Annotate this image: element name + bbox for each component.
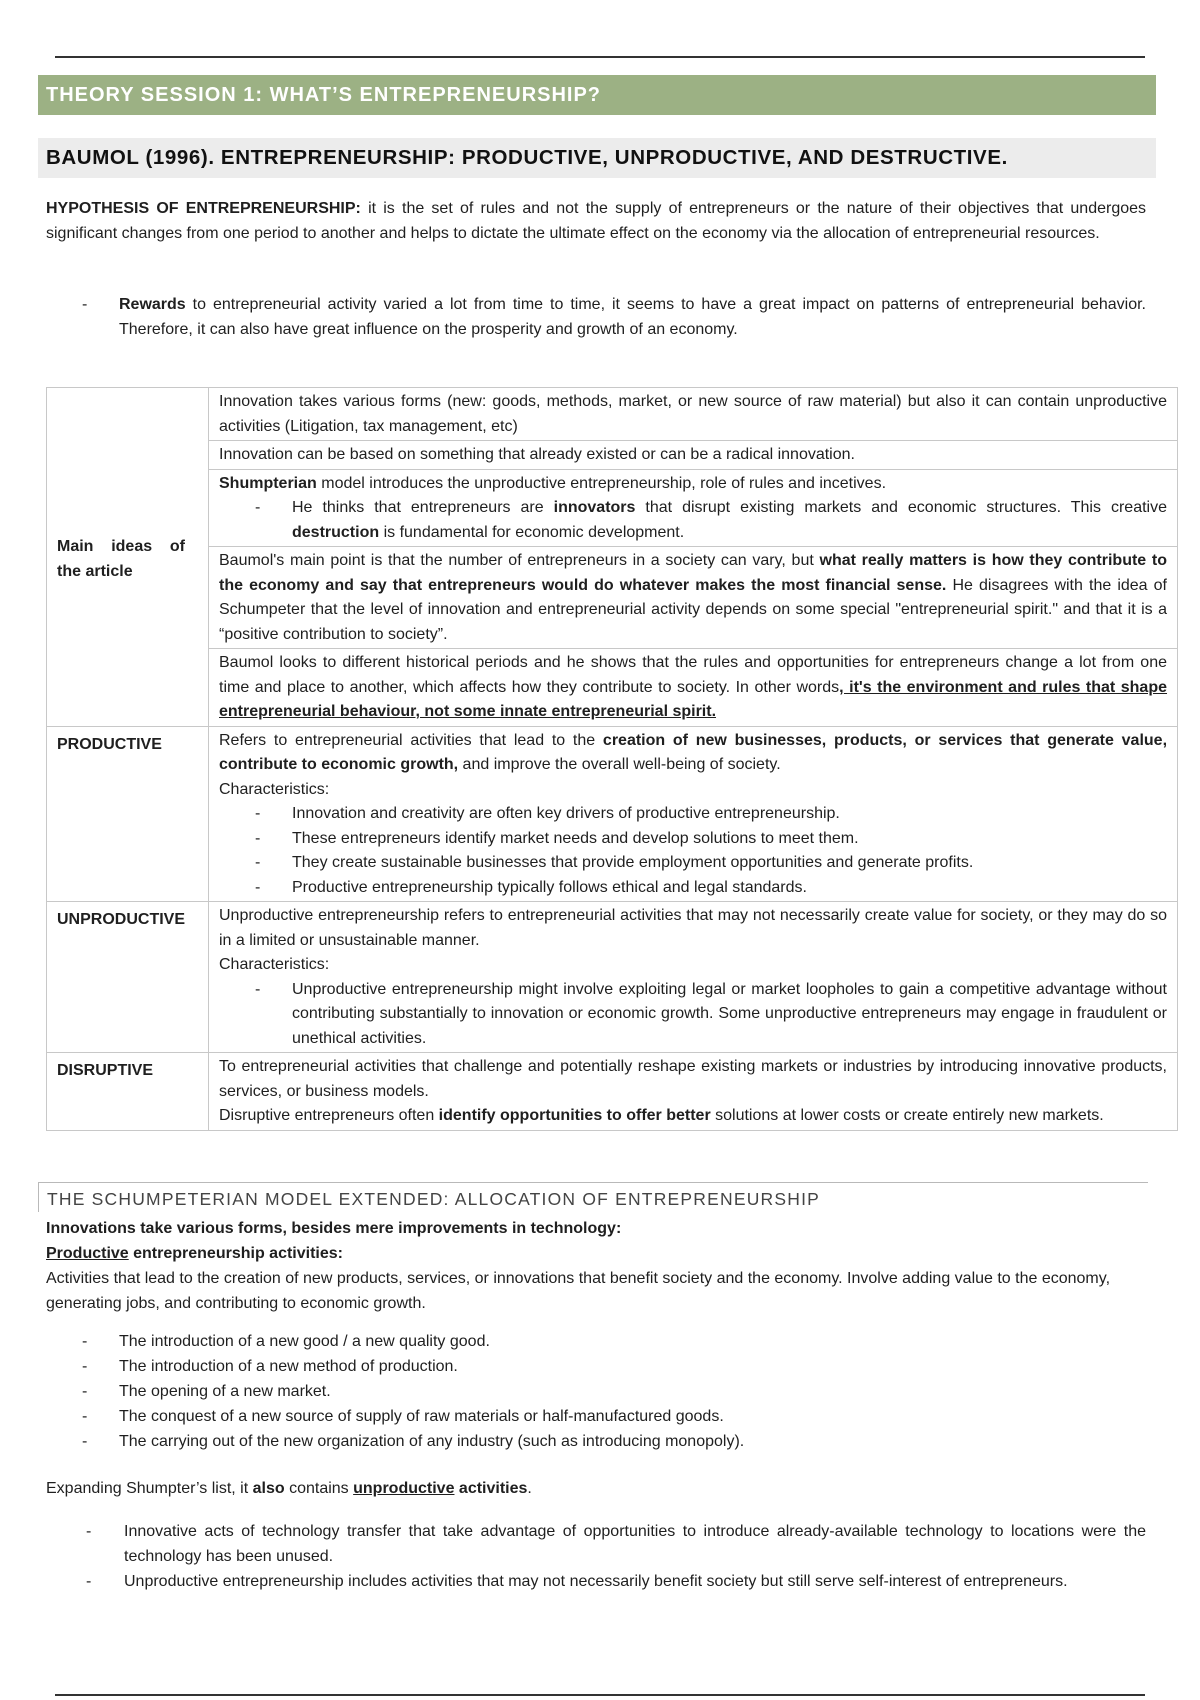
productive-text: Refers to entrepreneurial activities that lead to the (219, 731, 603, 749)
idea-text: Baumol's main point is that the number of entrepreneurs in a society can vary, but (219, 552, 820, 569)
expand-text: . (527, 1480, 532, 1497)
disruptive-text: Disruptive entrepreneurs often (219, 1107, 439, 1124)
rewards-list (46, 292, 1146, 342)
list-item: - Innovation and creativity are often key drivers of productive entrepreneurship. (219, 802, 1167, 827)
hypothesis-paragraph (46, 196, 1146, 246)
unproductive-text: Unproductive entrepreneurship refers to entrepreneurial activities that may not necessarily create value for society, or they may do so in a limited or unsustainable manner. (219, 907, 1167, 949)
unproductive-underline: unproductive (353, 1480, 455, 1497)
idea-bold-underline: , it's the environment and rules that shape entrepreneurial behaviour, not some innate entrepreneurial spirit. (219, 678, 1168, 720)
disruptive-label: DISRUPTIVE (47, 1053, 209, 1131)
forms-line: Innovations take various forms, besides mere improvements in technology: (46, 1220, 622, 1237)
disruptive-text: solutions at lower costs or create entirely new markets. (710, 1107, 1104, 1124)
productive-cell (209, 726, 1178, 902)
destruction-bold: destruction (292, 523, 380, 541)
list-item: - The carrying out of the new organization of any industry (such as introducing monopoly). (46, 1429, 1146, 1454)
sub-text: that disrupt existing markets and economic structures. This creative (635, 499, 1168, 516)
article-title: BAUMOL (1996). ENTREPRENEURSHIP: PRODUCTIVE, UNPRODUCTIVE, AND DESTRUCTIVE. (38, 138, 1156, 178)
list-item (46, 292, 1146, 342)
table-row (47, 1053, 1178, 1131)
extended-heading: THE SCHUMPETERIAN MODEL EXTENDED: ALLOCATION OF ENTREPRENEURSHIP (38, 1182, 1148, 1212)
expand-text: Expanding Shumpter’s list, it (46, 1480, 253, 1497)
table-row (47, 726, 1178, 902)
table-row (47, 441, 1178, 470)
idea-bold: what really matters is how they contribute to the economy and say that entrepreneurs would do whatever makes the most financial sense. (219, 552, 1167, 594)
productive-activities-line (46, 1241, 1146, 1266)
session-title: THEORY SESSION 1: WHAT’S ENTREPRENEURSHIP? (38, 75, 1156, 115)
table-row (47, 469, 1178, 547)
list-item: - The conquest of a new source of supply of raw materials or half-manufactured goods. (46, 1404, 1146, 1429)
idea-text: He disagrees with the idea of Schumpeter that the level of innovation and entrepreneurial activity depends on some special "entrepreneurial spirit." and that it is a “positive contribution to society”. (219, 576, 1168, 643)
list-item: - Innovative acts of technology transfer that take advantage of opportunities to introduce already-available technology to locations were the technology has been unused. (46, 1519, 1146, 1569)
productive-text: and improve the overall well-being of society. (458, 756, 781, 773)
productive-underline: Productive (46, 1245, 129, 1262)
expand-bold: activities (454, 1480, 528, 1497)
expanding-line (46, 1476, 1146, 1501)
unproductive-label: UNPRODUCTIVE (47, 902, 209, 1053)
disruptive-text: To entrepreneurial activities that challenge and potentially reshape existing markets or industries by introducing innovative products, services, or business models. (219, 1058, 1167, 1100)
shumpterian-bold: Shumpterian (219, 474, 317, 492)
productive-label: PRODUCTIVE (47, 726, 209, 902)
main-idea-5 (209, 649, 1178, 727)
expand-bold: also (252, 1480, 285, 1497)
characteristics-label: Characteristics: (219, 956, 330, 973)
expand-text: contains (284, 1480, 354, 1497)
list-item: - The opening of a new market. (46, 1379, 1146, 1404)
main-idea-4 (209, 547, 1178, 649)
disruptive-bold: identify opportunities to offer better (438, 1107, 711, 1124)
list-item: - Unproductive entrepreneurship might involve exploiting legal or market loopholes to gain a competitive advantage without contributing substantially to innovation or economic growth. Some unproductive entrepreneurs may engage in fraudulent or unethical activities. (219, 978, 1167, 1052)
table-row (47, 547, 1178, 649)
sub-text: He thinks that entrepreneurs are (292, 499, 554, 516)
table-row (47, 388, 1178, 441)
main-ideas-label-word: Main (57, 538, 94, 556)
top-rule (55, 56, 1145, 58)
sub-text: is fundamental for economic development. (379, 523, 685, 541)
rewards-text: to entrepreneurial activity varied a lot from time to time, it seems to have a great impact on patterns of entrepreneurial behavior. Therefore, it can also have great influence on the prosperity and growth of an economy. (119, 296, 1146, 338)
hypothesis-text: it is the set of rules and not the supply of entrepreneurs or the nature of their objectives that undergoes significant changes from one period to another and helps to dictate the ultimate effect on the economy via the allocation of entrepreneurial resources. (46, 200, 1147, 242)
ideas-table (46, 387, 1178, 1131)
list-item: - The introduction of a new good / a new quality good. (46, 1329, 1146, 1354)
productive-rest: entrepreneurship activities: (128, 1245, 343, 1262)
list-item: - They create sustainable businesses that provide employment opportunities and generate profits. (219, 851, 1167, 876)
list-item: - Productive entrepreneurship typically follows ethical and legal standards. (219, 876, 1167, 901)
main-ideas-label-word: of (169, 538, 185, 556)
innovators-bold: innovators (553, 499, 636, 516)
list-item: - These entrepreneurs identify market needs and develop solutions to meet them. (219, 827, 1167, 852)
bottom-rule (55, 1694, 1145, 1696)
main-ideas-label (47, 388, 209, 727)
idea-text: Baumol looks to different historical periods and he shows that the rules and opportunities for entrepreneurs change a lot from one time and place to another, which affects how they contribute to society. In other words (219, 654, 1167, 696)
productive-bold: creation of new businesses, products, or services that generate value, contribute to economic growth, (219, 731, 1168, 773)
main-idea-1: Innovation takes various forms (new: goods, methods, market, or new source of raw material) but also it can contain unproductive activities (Litigation, tax management, etc) (209, 388, 1178, 441)
main-idea-2: Innovation can be based on something that already existed or can be a radical innovation. (209, 441, 1178, 470)
main-ideas-label-word: the article (57, 562, 133, 580)
list-item: - Unproductive entrepreneurship includes activities that may not necessarily benefit society but still serve self-interest of entrepreneurs. (46, 1569, 1146, 1594)
main-idea-3-text: model introduces the unproductive entrepreneurship, role of rules and incetives. (316, 474, 887, 492)
hypothesis-label: HYPOTHESIS OF ENTREPRENEURSHIP: (46, 200, 361, 217)
productive-description: Activities that lead to the creation of new products, services, or innovations that benefit society and the economy. Involve adding value to the economy, generating jobs, and contributing to economic growth. (46, 1270, 1111, 1312)
extended-body (46, 1216, 1146, 1316)
main-idea-3-sub (219, 496, 1167, 545)
unproductive-list (46, 1519, 1146, 1594)
rewards-bold: Rewards (119, 296, 186, 313)
main-idea-3 (209, 469, 1178, 547)
table-row (47, 902, 1178, 1053)
disruptive-cell (209, 1053, 1178, 1131)
main-ideas-label-word: ideas (111, 538, 153, 556)
schumpeter-list (46, 1329, 1146, 1454)
table-row (47, 649, 1178, 727)
characteristics-label: Characteristics: (219, 780, 330, 798)
list-item: - The introduction of a new method of production. (46, 1354, 1146, 1379)
unproductive-cell (209, 902, 1178, 1053)
